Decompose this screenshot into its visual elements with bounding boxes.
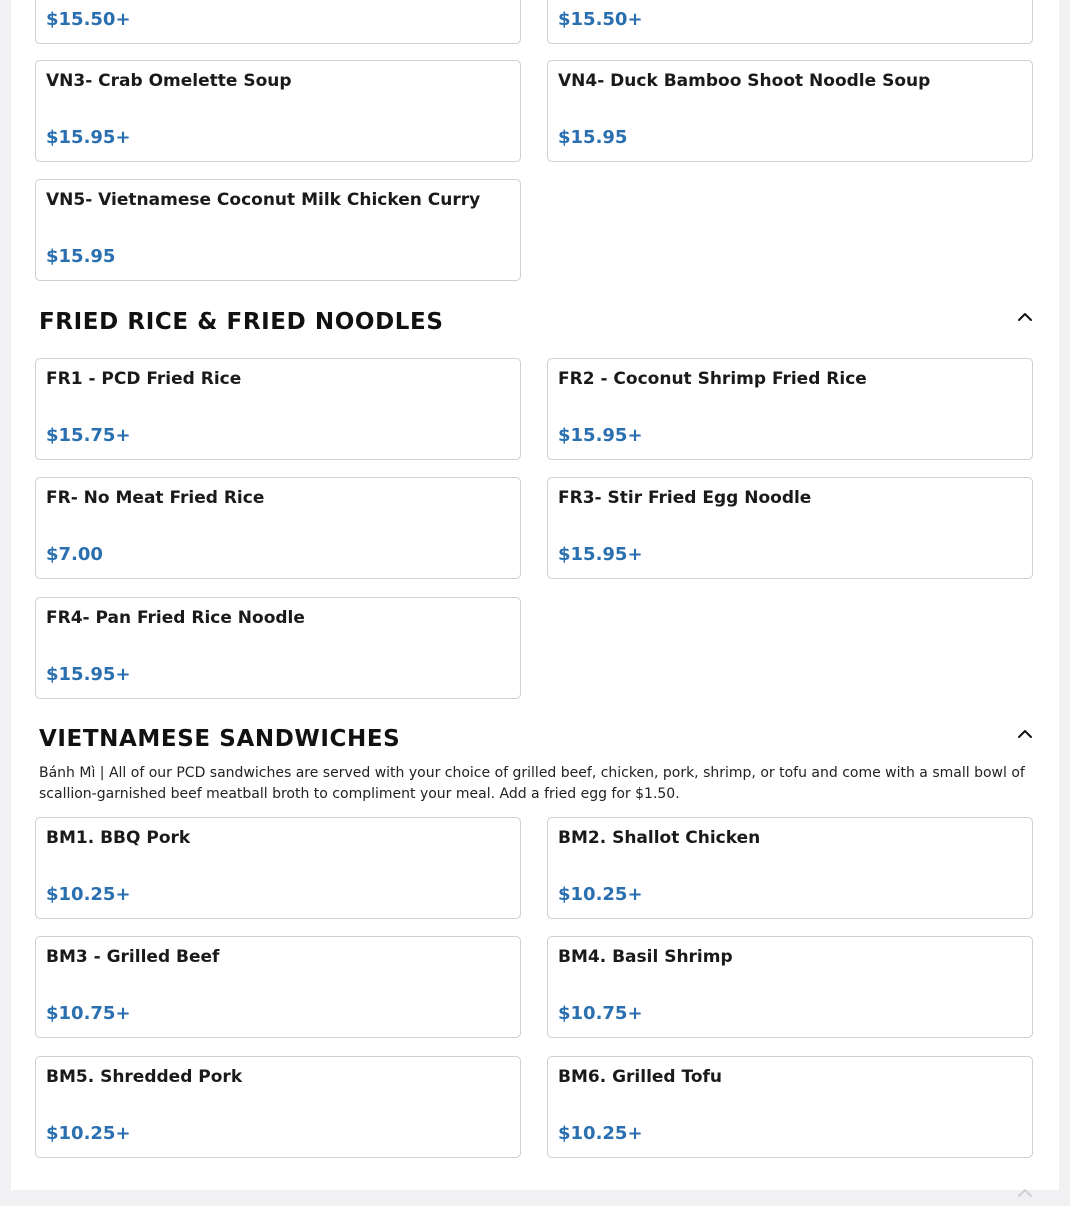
- item-price: $15.95: [558, 127, 628, 148]
- item-price: $15.95+: [558, 544, 643, 565]
- item-price: $15.95+: [558, 425, 643, 446]
- menu-item-card[interactable]: [35, 179, 521, 281]
- menu-item-card[interactable]: [35, 0, 521, 44]
- item-name: BM5. Shredded Pork: [46, 1067, 243, 1087]
- menu-item-card[interactable]: [547, 358, 1033, 460]
- item-price: $15.50+: [558, 9, 643, 30]
- item-name: BM6. Grilled Tofu: [558, 1067, 723, 1087]
- menu-item-card[interactable]: [547, 936, 1033, 1038]
- item-price: $10.25+: [558, 1123, 643, 1144]
- item-price: $15.95+: [46, 127, 131, 148]
- chevron-up-icon[interactable]: [1015, 306, 1035, 326]
- menu-item-card[interactable]: [35, 936, 521, 1038]
- section-title-sandwiches: VIETNAMESE SANDWICHES: [39, 726, 401, 752]
- item-name: FR1 - PCD Fried Rice: [46, 369, 242, 389]
- section-title-fried-rice: FRIED RICE & FRIED NOODLES: [39, 309, 444, 335]
- item-price: $10.25+: [46, 884, 131, 905]
- item-name: FR4- Pan Fried Rice Noodle: [46, 608, 305, 628]
- item-price: $10.25+: [46, 1123, 131, 1144]
- menu-item-card[interactable]: [35, 477, 521, 579]
- item-name: VN3- Crab Omelette Soup: [46, 71, 292, 91]
- menu-item-card[interactable]: [547, 1056, 1033, 1158]
- menu-item-card[interactable]: [547, 0, 1033, 44]
- menu-item-card[interactable]: [35, 597, 521, 699]
- item-name: FR3- Stir Fried Egg Noodle: [558, 488, 812, 508]
- item-name: BM2. Shallot Chicken: [558, 828, 761, 848]
- menu-item-card[interactable]: [35, 358, 521, 460]
- item-price: $15.50+: [46, 9, 131, 30]
- menu-item-card[interactable]: [547, 477, 1033, 579]
- menu-page: [11, 0, 1059, 1190]
- item-name: BM3 - Grilled Beef: [46, 947, 220, 967]
- chevron-up-icon[interactable]: [1015, 1182, 1035, 1202]
- item-price: $15.95: [46, 246, 116, 267]
- item-name: VN5- Vietnamese Coconut Milk Chicken Curry: [46, 190, 481, 210]
- item-name: FR- No Meat Fried Rice: [46, 488, 265, 508]
- item-price: $15.75+: [46, 425, 131, 446]
- menu-item-card[interactable]: [35, 60, 521, 162]
- item-price: $10.75+: [46, 1003, 131, 1024]
- menu-item-card[interactable]: [547, 817, 1033, 919]
- item-name: VN4- Duck Bamboo Shoot Noodle Soup: [558, 71, 931, 91]
- item-price: $10.25+: [558, 884, 643, 905]
- item-name: FR2 - Coconut Shrimp Fried Rice: [558, 369, 867, 389]
- menu-item-card[interactable]: [547, 60, 1033, 162]
- item-price: $7.00: [46, 544, 103, 565]
- item-price: $15.95+: [46, 664, 131, 685]
- chevron-up-icon[interactable]: [1015, 723, 1035, 743]
- item-price: $10.75+: [558, 1003, 643, 1024]
- item-name: BM4. Basil Shrimp: [558, 947, 733, 967]
- item-name: BM1. BBQ Pork: [46, 828, 191, 848]
- section-description: Bánh Mì | All of our PCD sandwiches are served with your choice of grilled beef, chicken, pork, shrimp, or tofu and come with a small bowl of scallion-garnished beef meatball broth to compliment your meal. Add a fried egg for $1.50.: [39, 765, 1025, 802]
- menu-item-card[interactable]: [35, 817, 521, 919]
- menu-item-card[interactable]: [35, 1056, 521, 1158]
